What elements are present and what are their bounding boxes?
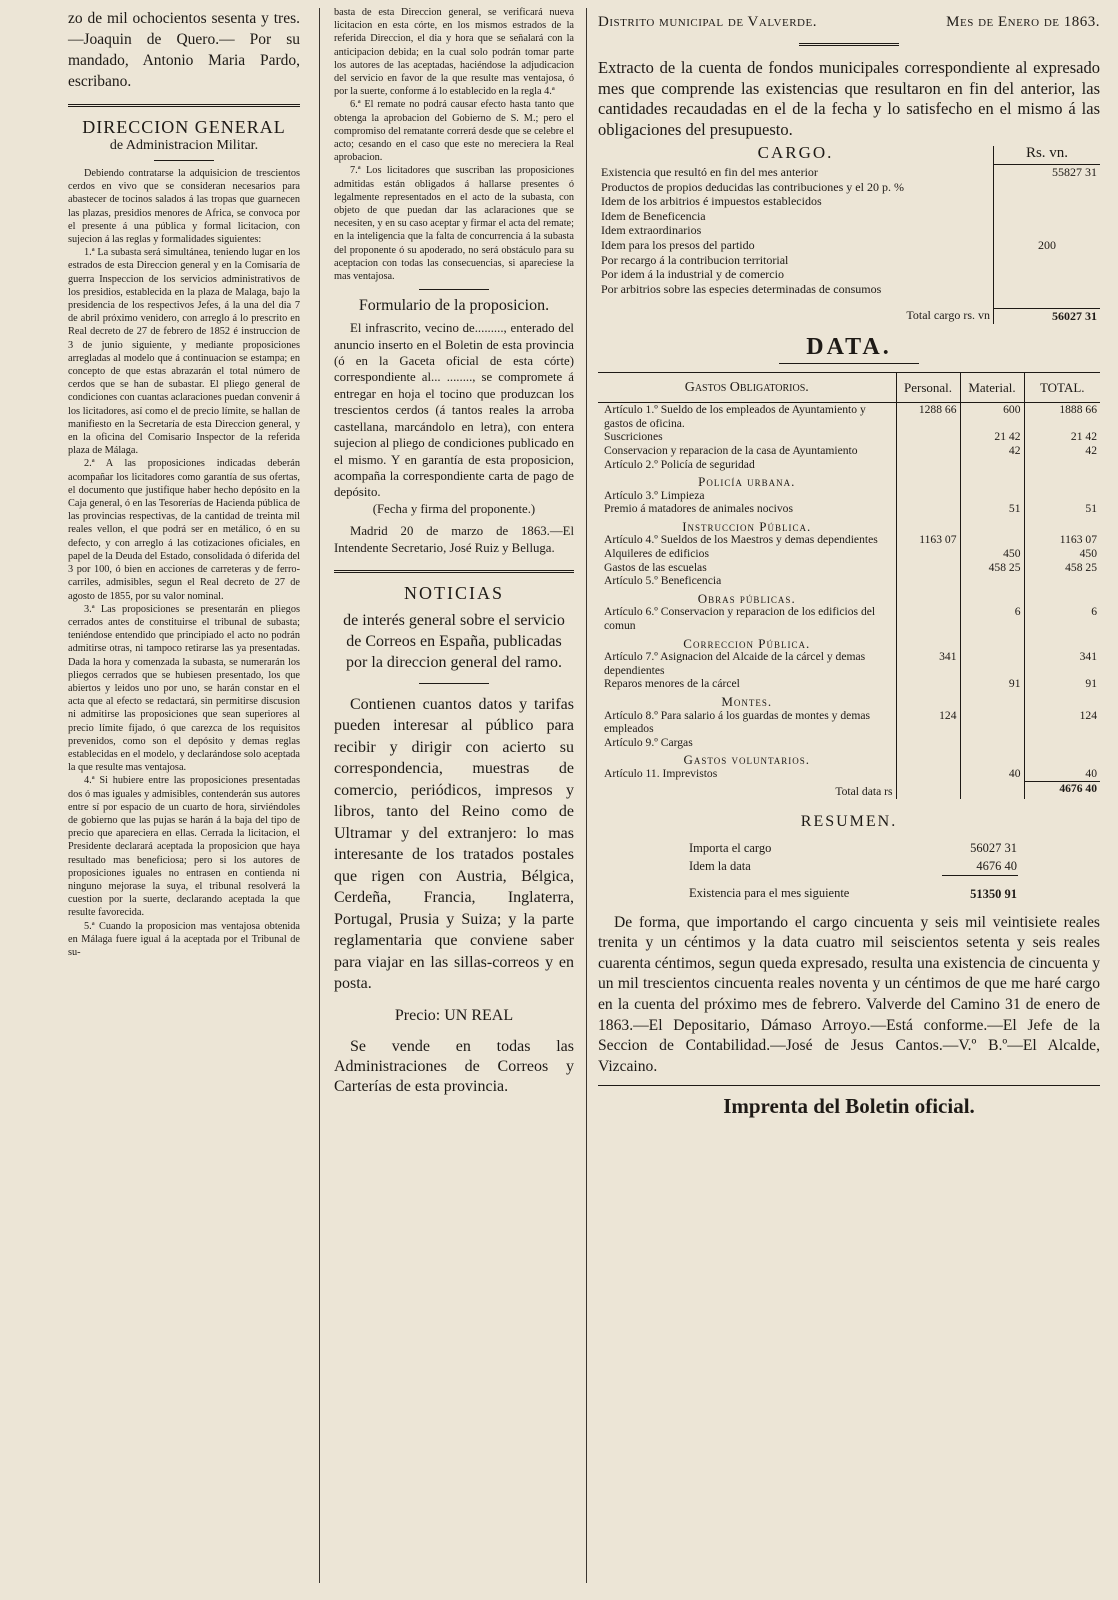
resumen-row: Importa el cargo 56027 31 <box>689 840 1017 855</box>
cargo-row: Por recargo á la contribucion territorial <box>598 253 1100 268</box>
column-divider-1 <box>319 8 320 1583</box>
rule-paragraph: 7.ª Los licitadores que suscriban las proposiciones admitidas están obligados á hallarse presentes ó legalmente representados en el acto de la subasta, con objeto de que puedan dar las aclaraciones que se necesiten, y en su caso aceptar y firmar el acta del remate; en la inteligencia que la falta de concurrencia á la subasta del proponente ó su apoderado, no será obstáculo para su aceptacion con todas las consecuencias, si apareciese la mas ventajosa. <box>334 165 574 283</box>
section-subtitle: de Administracion Militar. <box>109 138 259 153</box>
th-gastos: Gastos Obligatorios. <box>684 379 809 395</box>
divider <box>419 289 489 290</box>
continuation-text: basta de esta Direccion general, se verificará nueva licitacion en esta córte, en los mismos estrados de la referida Direccion, el dia y hora que se señalará con la anticipacion debida; en la cual solo podrán tomar parte los autores de las aceptadas, haciéndose la adjudicacion del servicio en favor de la que resulte mas ventajosa, ó por la suerte, conforme á lo establecido en la regla 4.ª <box>334 7 574 98</box>
cargo-row: Idem de Beneficencia <box>598 209 1100 224</box>
noticias-body: Contienen cuantos datos y tarifas pueden interesar al público para recibir y dirigir con acierto su correspondencia, muestras de comercio, periódicos, impresos y libros, tanto del Reino como de Ultramar y del extranjero: lo mas interesante de los tratados postales que rigen con Austria, Bélgica, Cerdeña, Francia, Inglaterra, Portugal, Prusia y Suiza; y la parte reglamentaria que conviene saber para viajar en las sillas-correos y en posta. <box>334 695 574 993</box>
cargo-row: Existencia que resultó en fin del mes anterior 55827 31 <box>598 165 1100 180</box>
th-total: TOTAL. <box>1024 372 1100 403</box>
data-section-row: Gastos voluntarios. <box>598 749 1100 767</box>
rule-paragraph: 3.ª Las proposiciones se presentarán en pliegos cerrados antes de constituirse el tribunal de subasta; teniéndose entendido que principiado el acto no podrán admitirse otras, ni tampoco retirarse las ya presentadas. Dada la hora y comenzada la subasta, se numerarán los pliegos cerrados que se hubiesen presentado, los que abiertos y leidos uno por uno, se harán constar en el acta que al efecto se redactará, sin permitirse discusion ni admitirse las proposiciones que sean superiores al precio límite fijado, ó que carezca de los requisitos prevenidos, como son el depósito y demas reglas establecidas en el modelo, y declarándose solo aceptada la que resulte mas ventajosa. <box>68 603 300 774</box>
divider <box>154 160 214 161</box>
data-total-row: Total data rs 4676 40 <box>598 781 1100 799</box>
resumen-title: RESUMEN. <box>800 812 898 830</box>
cargo-row: Idem de los arbitrios é impuestos establecidos <box>598 194 1100 209</box>
data-section-row: Policía urbana. <box>598 471 1100 489</box>
column-1 <box>68 0 300 959</box>
data-row: Artículo 6.º Conservacion y reparacion de los edificios del comun 6 6 <box>598 605 1100 632</box>
data-row: Artículo 11. Imprevistos 40 40 <box>598 767 1100 781</box>
data-section-row: Montes. <box>598 691 1100 709</box>
closing-paragraph: De forma, que importando el cargo cincuenta y seis mil veintisiete reales trenita y un céntimos y la data cuatro mil seiscientos setenta y seis reales cuarenta céntimos, segun queda expresado, resulta una existencia de cincuenta y un mil trescientos cincuenta reales noventa y un céntimos de que me haré cargo en la cuenta del próximo mes de febrero. Valverde del Camino 31 de enero de 1863.—El Depositario, Dámaso Arroyo.—Está conforme.—El Jefe de la Seccion de Contabilidad.—José de Jesus Cantos.—V.º B.º—El Alcalde, Vizcaino. <box>598 913 1100 1075</box>
data-section-row: Obras públicas. <box>598 588 1100 606</box>
th-material: Material. <box>960 372 1024 403</box>
resumen-row: Idem la data 4676 40 <box>688 857 1018 876</box>
month-label: Mes de Enero de 1863. <box>946 14 1100 30</box>
cargo-row: Por arbitrios sobre las especies determinadas de consumos <box>598 282 1100 297</box>
column-3 <box>598 0 1100 1119</box>
divider <box>598 1085 1100 1086</box>
data-row: Artículo 7.º Asignacion del Alcaide de la cárcel y demas dependientes 341 341 <box>598 650 1100 677</box>
data-title: DATA. <box>806 333 892 360</box>
imprenta-footer: Imprenta del Boletin oficial. <box>723 1094 975 1119</box>
data-row: Alquileres de edificios 450 450 <box>598 547 1100 561</box>
rule-paragraph: 1.ª La subasta será simultánea, teniendo lugar en los estrados de esta Direccion general y en la Comisaría de guerra Inspeccion de los servicios administrativos de los presidios, establecida en la plaza de Malaga, bajo la presidencia de los respectivos Jefes, á la una del dia 7 de abril próximo venidero, con arreglo á lo prescrito en Real decreto de 27 de febrero de 1852 é instruccion de 3 de junio siguiente, y mediante proposiciones arregladas al modelo que á continuacion se estampa; en concepto de que estas abrazarán el total número de cerdos que se han de subastar. El pliego general de condiciones con cuantas aclaraciones puedan convenir á los licitadores, así como el de precio límite, se hallan de manifiesto en la Secretaría de esta Direccion general, y en la oficina del Comisario Inspector de la referida plaza de Málaga. <box>68 247 300 457</box>
form-title: Formulario de la proposicion. <box>358 297 550 315</box>
cargo-total-row: Total cargo rs. vn 56027 31 <box>598 308 1100 323</box>
data-section-row: Instruccion Pública. <box>598 516 1100 534</box>
data-row: Suscriciones 21 42 21 42 <box>598 430 1100 444</box>
column-divider-2 <box>586 8 587 1583</box>
cargo-row: Idem para los presos del partido 200 <box>598 238 1100 253</box>
rule-paragraph: 2.ª A las proposiciones indicadas deberán acompañar los licitadores como garantía de sus ofertas, el documento que justifique haber hecho depósito en la Caja general, ó en las Tesorerías de Hacienda pública de las provincias respectivas, de la cantidad de treinta mil reales vellon, el que podrá ser en metálico, ó en su defecto, y con arreglo á las cotizaciones oficiales, en papel de la Deuda del Estado, consolidada ó diferida del 3 por 100, ó bien en acciones de carreteras y de ferro-carriles, admisibles, segun el Real decreto de 27 de agosto de 1855, por su valor nominal. <box>68 458 300 602</box>
district-label: Distrito municipal de Valverde. <box>598 14 817 30</box>
price: Precio: UN REAL <box>394 1006 514 1024</box>
resumen-table <box>688 839 1018 903</box>
data-row: Premio á matadores de animales nocivos 51 51 <box>598 502 1100 516</box>
data-row: Conservacion y reparacion de la casa de Ayuntamiento 42 42 <box>598 444 1100 458</box>
divider <box>419 683 489 684</box>
divider <box>334 570 574 573</box>
data-table <box>598 372 1100 799</box>
data-row: Artículo 1.º Sueldo de los empleados de Ayuntamiento y gastos de oficina. 1288 66 600 1888 66 <box>598 403 1100 431</box>
data-row: Artículo 5.º Beneficencia <box>598 574 1100 588</box>
divider <box>68 104 300 107</box>
form-signature: (Fecha y firma del proponente.) <box>372 501 536 516</box>
noticias-subtitle: de interés general sobre el servicio de Correos en España, publicadas por la direccion general del ramo. <box>343 611 565 671</box>
form-date: Madrid 20 de marzo de 1863.—El Intendente Secretario, José Ruiz y Belluga. <box>334 524 574 555</box>
data-row: Reparos menores de la cárcel 91 91 <box>598 677 1100 691</box>
intro-paragraph: Debiendo contratarse la adquisicion de trescientos cerdos en vivo que se consideran necesarios para abastecer de tocinos salados á las tropas que guarnecen las plazas, presidios menores de Africa, se convoca por el presente á una pública y formal licitacion, con sujecion á las reglas y formalidades siguientes: <box>68 168 300 246</box>
cargo-unit: Rs. vn. <box>994 146 1101 165</box>
form-body: El infrascrito, vecino de........., enterado del anuncio inserto en el Boletin de esta provincia (ó en la Gaceta oficial de esta córte) correspondiente al... ........, se compromete á entregar en hoja el tocino que produzcan los trescientos cerdos (á tantos reales la arroba castellana, marcándolo en letra), con entera sujecion al pliego de condiciones publicado en el mismo. Y en garantía de esta proposicion, acompaña la correspondiente carta de pago de depósito. <box>334 321 574 500</box>
existencia-row: Existencia para el mes siguiente 51350 91 <box>689 886 1017 901</box>
divider <box>779 363 919 364</box>
rule-paragraph: 5.ª Cuando la proposicion mas ventajosa obtenida en Málaga fuere igual á la aceptada por el Tribunal de su- <box>68 920 300 958</box>
column-2 <box>334 0 574 1097</box>
extracto-paragraph: Extracto de la cuenta de fondos municipales correspondiente al expresado mes que comprende las existencias que resultaron en fin del anterior, las cantidades recaudadas en el de la fecha y lo satisfecho en el mismo á las obligaciones del presupuesto. <box>598 58 1100 139</box>
cargo-title: CARGO. <box>757 143 834 162</box>
data-row: Artículo 8.º Para salario á los guardas de montes y demas empleados 124 124 <box>598 709 1100 736</box>
divider <box>799 43 899 46</box>
cargo-row: Productos de propios deducidas las contribuciones y el 20 p. % <box>598 180 1100 195</box>
rule-paragraph: 4.ª Si hubiere entre las proposiciones presentadas dos ó mas iguales y admisibles, contenderán sus autores entre sí por espacio de un cuarto de hora, sirviéndoles de gobierno que las pujas se harán á la baja del tipo de precio que apareciera en ellas. Cerrada la licitacion, el Presidente declarará aceptada la proposicion que haya resultado mas beneficiosa; pero si los autores de proposiciones iguales no entrasen en contienda ni ninguno mejorase la suya, el tribunal resolverá la cuestion por la suerte, declarando aceptada la que resulte favorecida. <box>68 775 300 919</box>
cargo-table <box>598 143 1100 324</box>
th-personal: Personal. <box>896 372 960 403</box>
cargo-row: Por idem á la industrial y de comercio <box>598 267 1100 282</box>
data-section-row: Correccion Pública. <box>598 633 1100 651</box>
data-row: Artículo 9.º Cargas <box>598 736 1100 750</box>
account-header <box>598 14 1100 31</box>
noticias-title: NOTICIAS <box>404 582 504 603</box>
rule-paragraph: 6.ª El remate no podrá causar efecto hasta tanto que obtenga la aprobacion del Gobierno de S. M.; pero el compromiso del rematante correrá desde que se celebre el acto; cesando en el caso que este no mereciera la Real aprobacion. <box>334 99 574 164</box>
cargo-row: Idem extraordinarios <box>598 223 1100 238</box>
data-row: Artículo 4.º Sueldos de los Maestros y demas dependientes 1163 07 1163 07 <box>598 533 1100 547</box>
sale-note: Se vende en todas las Administraciones de Correos y Carterías de esta provincia. <box>334 1037 574 1095</box>
data-row: Artículo 2.º Policía de seguridad <box>598 458 1100 472</box>
continuation-text: zo de mil ochocientos sesenta y tres.—Joaquin de Quero.— Por su mandado, Antonio Maria Pardo, escribano. <box>68 10 300 90</box>
data-row: Artículo 3.º Limpieza <box>598 489 1100 503</box>
section-title: DIRECCION GENERAL <box>82 117 286 137</box>
data-row: Gastos de las escuelas 458 25 458 25 <box>598 561 1100 575</box>
